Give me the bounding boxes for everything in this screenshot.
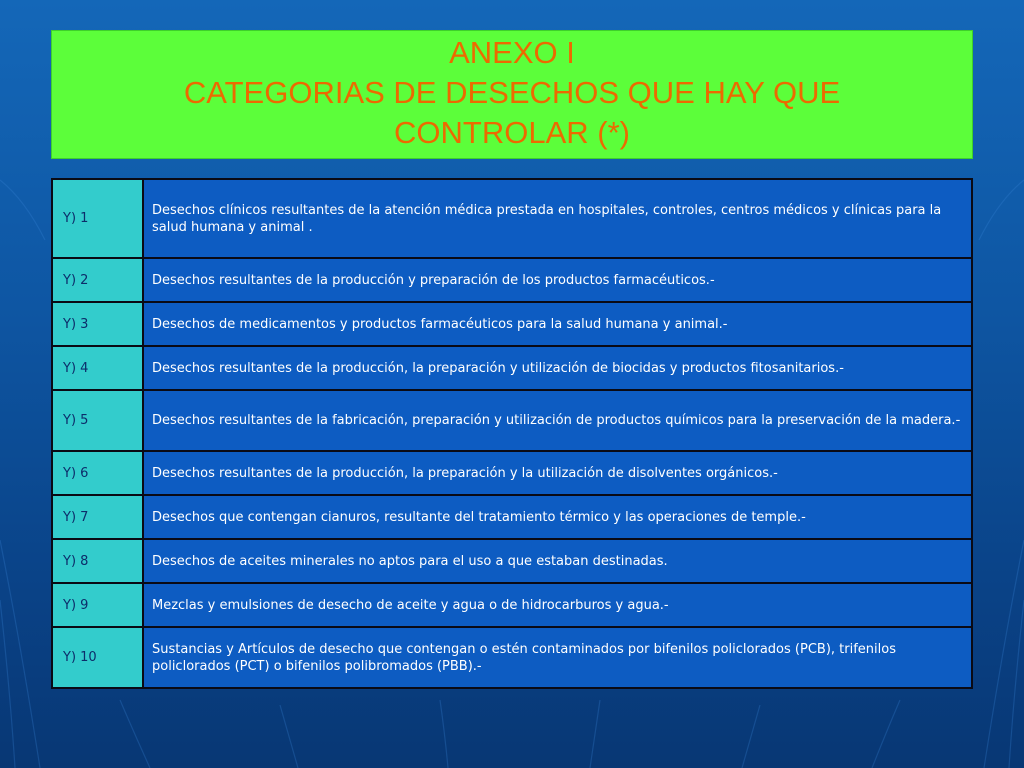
category-code: Y) 2 bbox=[52, 258, 143, 302]
table-row bbox=[52, 179, 972, 258]
category-description: Desechos resultantes de la producción y preparación de los productos farmacéuticos.- bbox=[143, 258, 972, 302]
table-row bbox=[52, 627, 972, 688]
category-code: Y) 5 bbox=[52, 390, 143, 451]
table-row bbox=[52, 390, 972, 451]
title-control: CONTROLAR (*) bbox=[394, 115, 630, 150]
table-row bbox=[52, 302, 972, 346]
table-row bbox=[52, 346, 972, 390]
category-code: Y) 1 bbox=[52, 179, 143, 258]
table-row bbox=[52, 258, 972, 302]
category-code: Y) 4 bbox=[52, 346, 143, 390]
category-code: Y) 9 bbox=[52, 583, 143, 627]
category-description: Mezclas y emulsiones de desecho de aceite y agua o de hidrocarburos y agua.- bbox=[143, 583, 972, 627]
table-row bbox=[52, 451, 972, 495]
title-box bbox=[51, 30, 973, 159]
category-description: Desechos de aceites minerales no aptos para el uso a que estaban destinadas. bbox=[143, 539, 972, 583]
title-annex: ANEXO I bbox=[449, 35, 575, 70]
title-categories: CATEGORIAS DE DESECHOS QUE HAY QUE bbox=[183, 75, 841, 110]
table-row bbox=[52, 539, 972, 583]
category-description: Sustancias y Artículos de desecho que contengan o estén contaminados por bifenilos policlorados (PCB), trifenilos policlorados (PCT) o bifenilos polibromados (PBB).- bbox=[143, 627, 972, 688]
table-row bbox=[52, 495, 972, 539]
waste-categories-table bbox=[51, 178, 973, 689]
category-code: Y) 7 bbox=[52, 495, 143, 539]
category-description: Desechos resultantes de la producción, la preparación y utilización de biocidas y productos fitosanitarios.- bbox=[143, 346, 972, 390]
category-description: Desechos que contengan cianuros, resultante del tratamiento térmico y las operaciones de temple.- bbox=[143, 495, 972, 539]
category-description: Desechos resultantes de la fabricación, preparación y utilización de productos químicos para la preservación de la madera.- bbox=[143, 390, 972, 451]
category-code: Y) 10 bbox=[52, 627, 143, 688]
category-code: Y) 6 bbox=[52, 451, 143, 495]
category-code: Y) 8 bbox=[52, 539, 143, 583]
category-description: Desechos resultantes de la producción, la preparación y la utilización de disolventes orgánicos.- bbox=[143, 451, 972, 495]
category-description: Desechos de medicamentos y productos farmacéuticos para la salud humana y animal.- bbox=[143, 302, 972, 346]
category-description: Desechos clínicos resultantes de la atención médica prestada en hospitales, controles, centros médicos y clínicas para la salud humana y animal . bbox=[143, 179, 972, 258]
table-row bbox=[52, 583, 972, 627]
category-code: Y) 3 bbox=[52, 302, 143, 346]
